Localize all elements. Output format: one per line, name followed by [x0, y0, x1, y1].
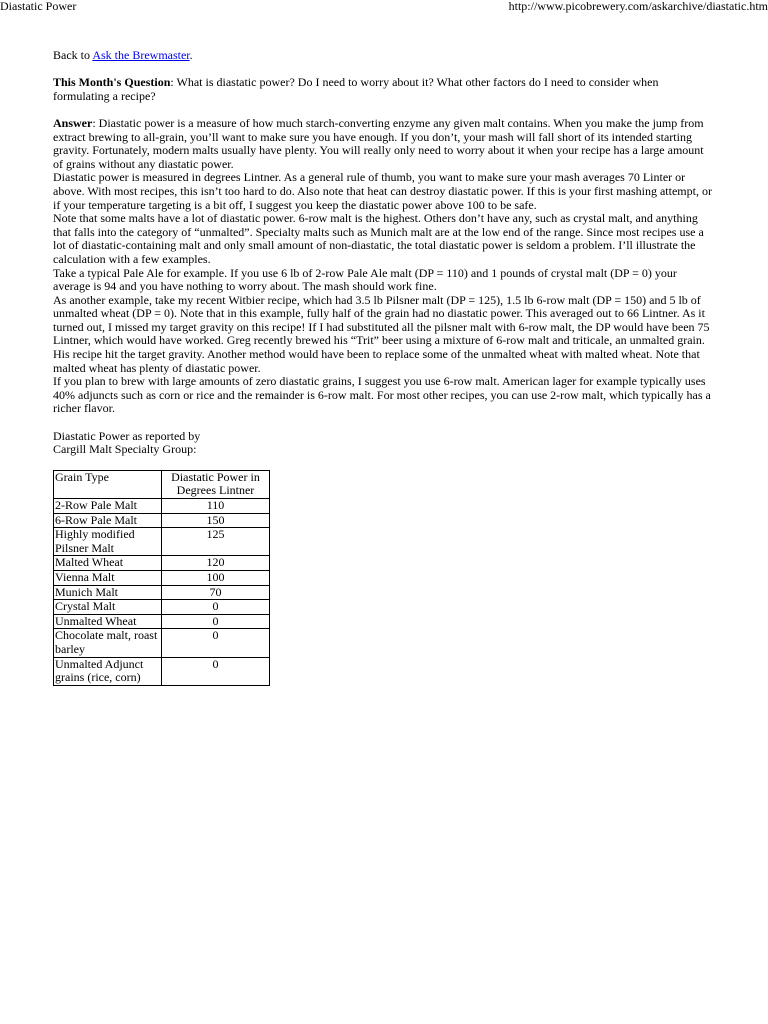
grain-type-cell: Crystal Malt [54, 600, 162, 615]
back-suffix: . [189, 48, 193, 62]
source-line-1: Diastatic Power as reported by [53, 428, 201, 443]
question-text: : What is diastatic power? Do I need to worry about it? What other factors do I need to consider when formulating a recipe? [53, 75, 659, 103]
answer-text-1: : Diastatic power is a measure of how much starch-converting enzyme any given malt contains. When you make the jump from extract brewing to all-grain, you’ll want to make sure you have enough. If you don’t, your mash will fall short of its intended starting gravity. Fortunately, modern malts usually have plenty. You will really only need to worry about it when your recipe has a large amount of grains without any diastatic power. [53, 115, 704, 171]
question-paragraph [53, 76, 713, 103]
diastatic-power-cell: 120 [162, 556, 270, 571]
diastatic-power-cell: 0 [162, 614, 270, 629]
back-prefix: Back to [53, 48, 93, 62]
diastatic-power-cell: 125 [162, 528, 270, 556]
source-line-2: Cargill Malt Specialty Group: [53, 442, 197, 457]
page-header-url: http://www.picobrewery.com/askarchive/diastatic.htm [508, 0, 768, 13]
diastatic-power-cell: 0 [162, 629, 270, 657]
diastatic-power-cell: 100 [162, 570, 270, 585]
diastatic-power-cell: 110 [162, 499, 270, 514]
grain-type-cell: 6-Row Pale Malt [54, 513, 162, 528]
answer-label: Answer [53, 115, 93, 130]
header-grain-type: Grain Type [54, 470, 162, 498]
answer-paragraph-6: If you plan to brew with large amounts of zero diastatic grains, I suggest you use 6-row malt. American lager for example typically uses 40% adjuncts such as corn or rice and the remainder is 6-row malt. For most other recipes, you can use 2-row malt, which typically has a richer flavor. [53, 374, 711, 416]
answer-paragraph-4: Take a typical Pale Ale for example. If you use 6 lb of 2-row Pale Ale malt (DP = 110) and 1 pounds of crystal malt (DP = 0) your average is 94 and you have nothing to worry about. The mash should work fine. [53, 265, 677, 294]
grain-type-cell: Unmalted Wheat [54, 614, 162, 629]
answer-paragraph-2: Diastatic power is measured in degrees Lintner. As a general rule of thumb, you want to make sure your mash averages 70 Linter or above. With most recipes, this isn’t too hard to do. Also note that heat can destroy diastatic power. If this is your first mashing attempt, or if your temperature targeting is a bit off, I suggest you keep the diastatic power above 100 to be safe. [53, 170, 712, 212]
table-row [54, 499, 270, 514]
diastatic-power-table [53, 470, 270, 686]
grain-type-cell: Chocolate malt, roast barley [54, 629, 162, 657]
answer-paragraph-3: Note that some malts have a lot of diastatic power. 6-row malt is the highest. Others don’t have any, such as crystal malt, and anything that falls into the category of “unmalted”. Specialty malts such as Munich malt are at the low end of the range. Since most recipes use a lot of diastatic-containing malt and only small amount of non-diastatic, the total diastatic power is seldom a problem. I’ll illustrate the calculation with a few examples. [53, 211, 704, 266]
page-header-title: Diastatic Power [0, 0, 77, 13]
ask-brewmaster-link[interactable]: Ask the Brewmaster [92, 48, 190, 62]
table-row [54, 629, 270, 657]
table-header-row [54, 470, 270, 498]
answer-paragraph-1 [53, 117, 713, 171]
article [53, 49, 713, 686]
table-row [54, 570, 270, 585]
grain-type-cell: Munich Malt [54, 585, 162, 600]
table-row [54, 528, 270, 556]
grain-type-cell: Vienna Malt [54, 570, 162, 585]
table-row [54, 585, 270, 600]
diastatic-power-cell: 0 [162, 600, 270, 615]
answer-paragraph-5: As another example, take my recent Witbier recipe, which had 3.5 lb Pilsner malt (DP = 125), 1.5 lb 6-row malt (DP = 150) and 5 lb of unmalted wheat (DP = 0). Note that in this example, fully half of the grain had no diastatic power. This averaged out to 66 Lintner. As it turned out, I missed my target gravity on this recipe! If I had substituted all the pilsner malt with 6-row malt, the DP would have been 75 Lintner, which would have worked. Greg recently brewed his “Trit” beer using a mixture of 6-row malt and triticale, an unmalted grain. His recipe hit the target gravity. Another method would have been to replace some of the unmalted wheat with malted wheat. Note that malted wheat has plenty of diastatic power. [53, 292, 710, 375]
table-row [54, 657, 270, 685]
table-row [54, 513, 270, 528]
diastatic-power-cell: 0 [162, 657, 270, 685]
diastatic-power-cell: 70 [162, 585, 270, 600]
table-row [54, 614, 270, 629]
grain-type-cell: Unmalted Adjunct grains (rice, corn) [54, 657, 162, 685]
diastatic-power-cell: 150 [162, 513, 270, 528]
grain-type-cell: 2-Row Pale Malt [54, 499, 162, 514]
back-line [53, 49, 713, 63]
table-row [54, 600, 270, 615]
table-row [54, 556, 270, 571]
question-label: This Month's Question [53, 75, 171, 90]
grain-type-cell: Malted Wheat [54, 556, 162, 571]
header-diastatic-power: Diastatic Power in Degrees Lintner [162, 470, 270, 498]
grain-type-cell: Highly modified Pilsner Malt [54, 528, 162, 556]
